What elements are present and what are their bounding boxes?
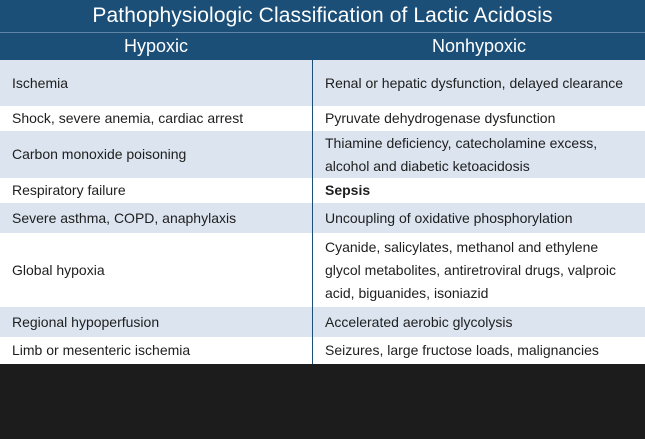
table-row [0,307,645,337]
hypoxic-cell: Carbon monoxide poisoning [0,131,313,178]
hypoxic-cell: Ischemia [0,60,313,106]
table-title: Pathophysiologic Classification of Lactic Acidosis [0,0,645,32]
table-row [0,233,645,307]
table-row [0,131,645,178]
column-header-hypoxic: Hypoxic [0,33,313,60]
hypoxic-cell: Respiratory failure [0,178,313,203]
table-row [0,203,645,233]
hypoxic-cell: Shock, severe anemia, cardiac arrest [0,106,313,131]
nonhypoxic-cell: Thiamine deficiency, catecholamine excess, alcohol and diabetic ketoacidosis [325,134,598,174]
nonhypoxic-cell: Seizures, large fructose loads, malignancies [325,342,599,358]
table-row [0,178,645,203]
table-body [0,60,645,364]
nonhypoxic-cell: Sepsis [325,182,371,198]
hypoxic-cell: Severe asthma, COPD, anaphylaxis [0,203,313,233]
table-row [0,60,645,106]
hypoxic-cell: Regional hypoperfusion [0,307,313,337]
nonhypoxic-cell: Accelerated aerobic glycolysis [325,313,513,330]
nonhypoxic-cell: Renal or hepatic dysfunction, delayed clearance [325,74,624,91]
table-row [0,337,645,364]
table-row [0,106,645,131]
nonhypoxic-cell: Cyanide, salicylates, methanol and ethylene glycol metabolites, antiretroviral drugs, valproic acid, biguanides, isoniazid [325,238,617,301]
column-header-row [0,32,645,60]
hypoxic-cell: Limb or mesenteric ischemia [0,337,313,364]
nonhypoxic-cell: Pyruvate dehydrogenase dysfunction [325,110,556,126]
column-header-nonhypoxic: Nonhypoxic [431,36,527,56]
nonhypoxic-cell: Uncoupling of oxidative phosphorylation [325,209,573,226]
hypoxic-cell: Global hypoxia [0,233,313,307]
